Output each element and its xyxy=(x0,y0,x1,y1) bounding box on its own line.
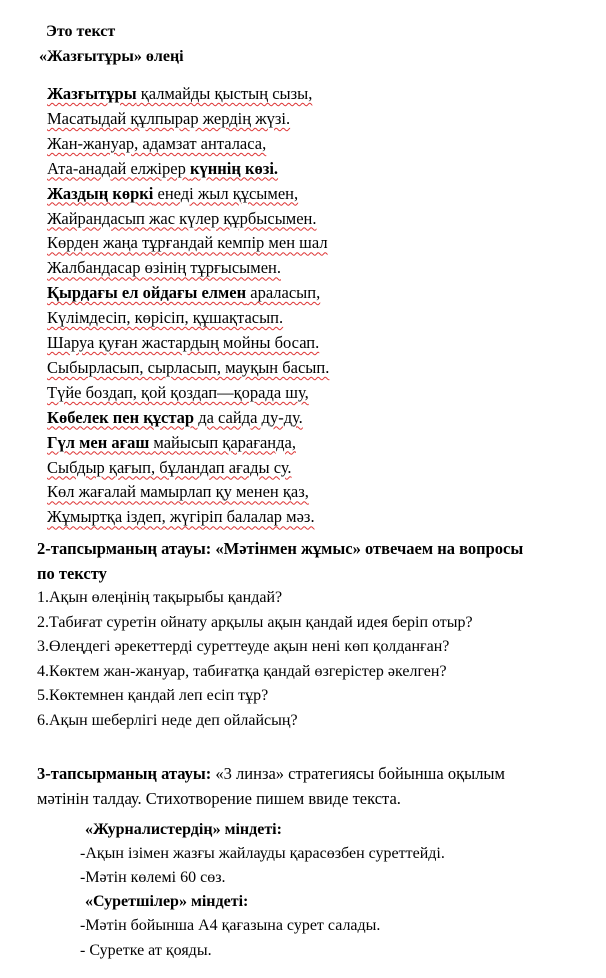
heading-line-1: Это текст xyxy=(46,23,116,40)
poem-text: Ата-анадай елжірер xyxy=(47,158,190,178)
poem-bold-phrase: күннің көзі. xyxy=(189,158,279,178)
question-item: 2.Табиғат суретін ойнату арқылы ақын қандай идея беріп отыр? xyxy=(37,613,473,631)
poem-line xyxy=(47,407,303,427)
task2-title: 2-тапсырманың атауы: «Мәтінмен жұмыс» отвечаем на вопросы xyxy=(37,539,524,558)
poem-line xyxy=(47,86,312,103)
question-item: 6.Ақын шеберлігі неде деп ойлайсың? xyxy=(37,712,298,729)
poem-bold-phrase: Көбелек пен құстар xyxy=(47,407,195,427)
artists-item-1: -Мәтін бойынша А4 қағазына сурет салады. xyxy=(80,917,381,934)
journalists-heading: «Журналистердің» міндеті: xyxy=(85,821,282,838)
poem-line xyxy=(47,310,283,327)
poem-line xyxy=(47,158,279,178)
poem-line xyxy=(47,285,320,302)
poem-text: Сыбдыр қағып, бұландап ағады су. xyxy=(47,457,292,477)
journalists-item-2: -Мәтін көлемі 60 сөз. xyxy=(80,869,226,886)
poem-text: Жайрандасып жас күлер құрбысымен. xyxy=(47,208,317,228)
poem-line xyxy=(47,133,267,153)
poem-text: қалмайды қыстың сызы, xyxy=(136,84,313,103)
poem-text: Жалбандасар өзінің тұрғысымен. xyxy=(47,258,281,278)
poem-text: Көл жағалай мамырлап қу менен қаз, xyxy=(47,482,309,502)
question-item: 5.Көктемнен қандай леп есіп тұр? xyxy=(37,687,269,705)
task3-title xyxy=(37,766,505,783)
poem-text: Жұмыртқа іздеп, жүгіріп балалар мәз. xyxy=(47,507,315,527)
poem-text: Түйе боздап, қой қоздап—қорада шу, xyxy=(47,382,309,402)
artists-heading: «Суретшілер» міндеті: xyxy=(85,893,249,910)
poem-line xyxy=(47,484,309,501)
poem-line xyxy=(47,335,319,352)
poem-line xyxy=(47,208,317,228)
task3-title-rest: «3 линза» стратегиясы бойынша оқылым xyxy=(211,764,505,783)
poem-text: Шаруа қуған жастардың мойны босап. xyxy=(47,333,320,352)
poem-line xyxy=(47,108,291,128)
question-item: 4.Көктем жан-жануар, табиғатқа қандай өзгерістер әкелген? xyxy=(37,662,447,680)
poem-text: да сайда ду-ду. xyxy=(194,407,303,427)
task3-title-cont: мәтінін талдау. Стихотворение пишем ввиде текста. xyxy=(37,789,401,808)
question-item: 1.Ақын өлеңінің тақырыбы қандай? xyxy=(37,589,283,606)
poem-line xyxy=(47,382,309,402)
artists-item-2: - Суретке ат қояды. xyxy=(80,942,212,959)
poem-line xyxy=(47,509,315,526)
question-item: 3.Өлеңдегі әрекеттерді суреттеуде ақын нені көп қолданған? xyxy=(37,638,450,656)
poem-text: Күлімдесіп, көрісіп, құшақтасып. xyxy=(47,308,284,328)
poem-text: араласып, xyxy=(246,283,321,303)
poem-text: майысып қарағанда, xyxy=(149,432,296,452)
poem-bold-phrase: Жаздың көркі xyxy=(47,183,154,203)
poem-bold-phrase: Қырдағы ел ойдағы елмен xyxy=(47,283,247,303)
poem-bold-phrase: Гүл мен ағаш xyxy=(47,432,150,452)
heading-poem-title: «Жазғытұры» өлеңі xyxy=(39,48,184,65)
poem-line xyxy=(47,432,296,452)
poem-text: енеді жыл құсымен, xyxy=(153,183,299,203)
poem-text: Жан-жануар, адамзат анталаса, xyxy=(47,133,267,153)
journalists-item-1: -Ақын ізімен жазғы жайлауды қарасөзбен суреттейді. xyxy=(80,845,445,862)
poem-line xyxy=(47,260,281,277)
poem-line xyxy=(47,457,292,477)
poem-line xyxy=(47,235,328,252)
poem-bold-phrase: Жазғытұры xyxy=(47,84,137,103)
poem-text: Сыбырласып, сырласып, мауқын басып. xyxy=(47,357,330,377)
poem-text: Көрден жаңа тұрғандай кемпір мен шал xyxy=(47,233,328,253)
poem-text: Масатыдай құлпырар жердің жүзі. xyxy=(47,108,291,128)
task2-title-cont: по тексту xyxy=(37,564,107,583)
poem-line xyxy=(47,183,299,203)
poem-line xyxy=(47,357,330,377)
task3-title-label: 3-тапсырманың атауы: xyxy=(37,764,212,783)
